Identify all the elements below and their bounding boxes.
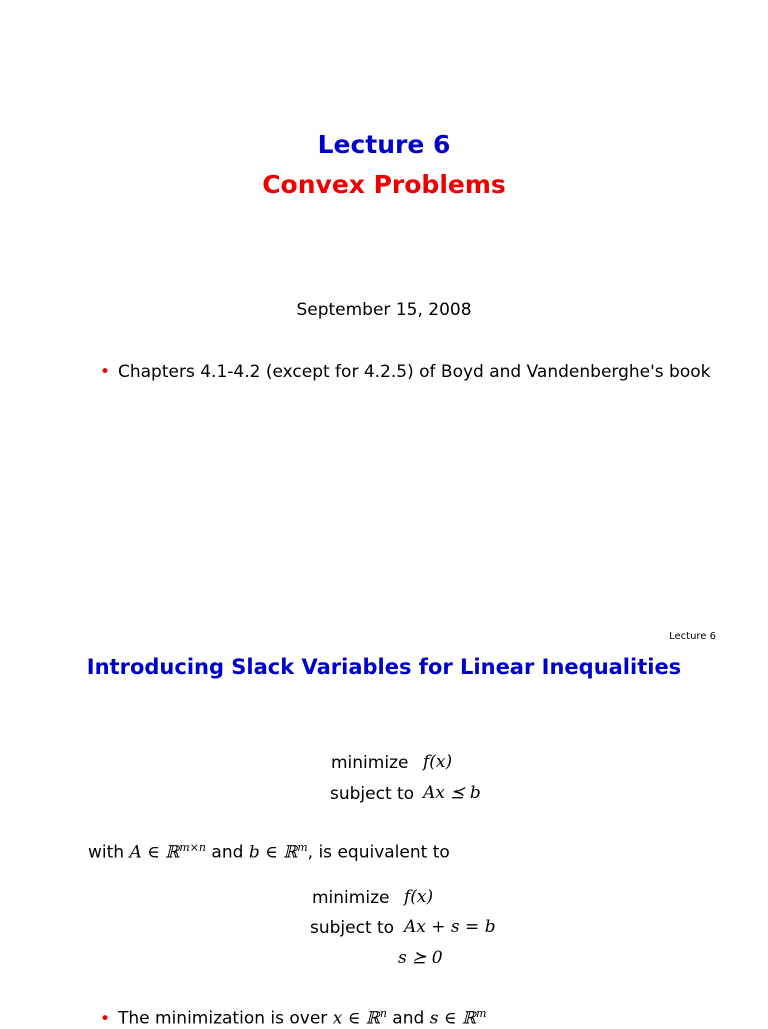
x-domain: x ∈ ℝ xyxy=(332,1008,380,1029)
reading-bullet-text: Chapters 4.1-4.2 (except for 4.2.5) of Boyd and Vandenberghe's book xyxy=(118,362,711,382)
equivalence-sentence xyxy=(88,841,450,863)
problem1-minimize-label: minimize xyxy=(331,753,409,773)
problem2-minimize-label: minimize xyxy=(312,888,390,908)
b-dimension: m xyxy=(297,841,308,854)
problem1-constraint: Ax ⪯ b xyxy=(423,783,481,803)
slide-title: Introducing Slack Variables for Linear Inequalities xyxy=(86,655,682,679)
lecture-date: September 15, 2008 xyxy=(296,300,472,320)
A-dimension: m×n xyxy=(179,841,207,854)
bullet-icon: • xyxy=(100,362,111,382)
bullet2-and: and xyxy=(386,1008,430,1029)
b-domain: b ∈ ℝ xyxy=(248,842,298,863)
s-dimension: m xyxy=(475,1007,487,1020)
bullet2-prefix: The minimization is over xyxy=(118,1008,333,1029)
with-suffix: , is equivalent to xyxy=(307,842,450,863)
bullet-icon: • xyxy=(100,1008,111,1029)
running-head: Lecture 6 xyxy=(669,631,716,642)
problem1-subject-label: subject to xyxy=(330,784,415,804)
with-and: and xyxy=(206,842,249,863)
reading-bullet xyxy=(100,362,711,382)
A-domain: A ∈ ℝ xyxy=(129,842,180,863)
problem2-constraint1: Ax + s = b xyxy=(404,917,496,937)
with-prefix: with xyxy=(88,842,130,863)
x-dimension: n xyxy=(379,1007,387,1020)
problem1-objective: f(x) xyxy=(423,752,453,772)
problem2-objective: f(x) xyxy=(404,887,434,907)
lecture-title: Lecture 6 xyxy=(317,130,451,159)
problem2-subject-label: subject to xyxy=(310,918,395,938)
s-domain: s ∈ ℝ xyxy=(429,1008,476,1029)
minimization-bullet xyxy=(100,1007,486,1029)
lecture-subtitle: Convex Problems xyxy=(262,170,506,199)
problem2-constraint2: s ⪰ 0 xyxy=(398,948,443,968)
